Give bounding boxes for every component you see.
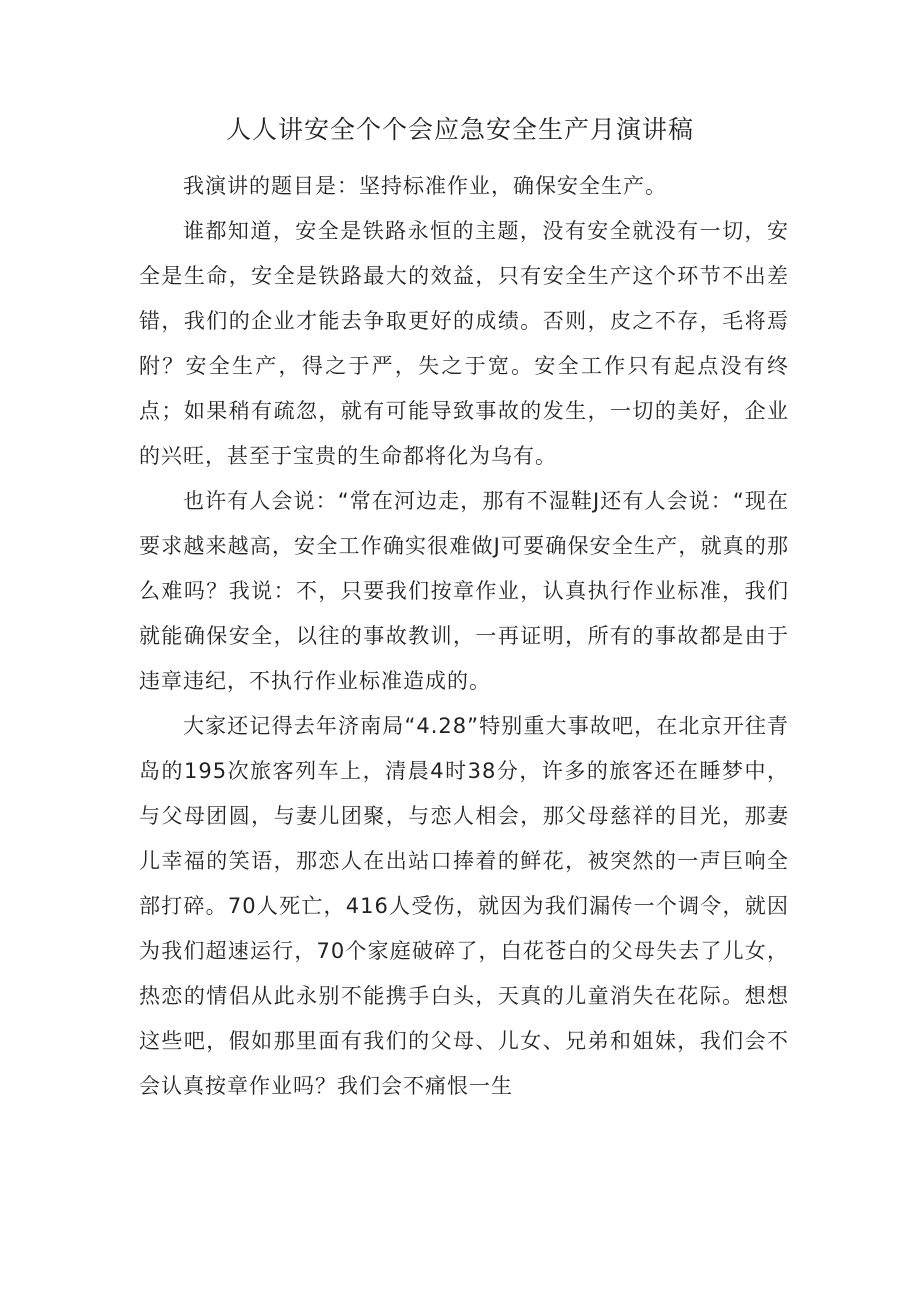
document-title: 人人讲安全个个会应急安全生产月演讲稿	[225, 115, 694, 144]
paragraph-standard-work: 也许有人会说：“常在河边走，那有不湿鞋J还有人会说：“现在要求越来越高，安全工作确实很难做J可要确保安全生产，就真的那么难吗？我说：不，只要我们按章作业，认真执行作业标准，我们就能确保安全，以往的事故教训，一再证明，所有的事故都是由于违章违纪，不执行作业标准造成的。	[139, 489, 789, 693]
paragraph-accident-example: 大家还记得去年济南局“4.28”特别重大事故吧，在北京开往青岛的195次旅客列车上，清晨4时38分，许多的旅客还在睡梦中，与父母团圆，与妻儿团聚，与恋人相会，那父母慈祥的目光，那妻儿幸福的笑语，那恋人在出站口捧着的鲜花，被突然的一声巨响全部打碎。70人死亡，416人受伤，就因为我们漏传一个调令，就因为我们超速运行，70个家庭破碎了，白花苍白的父母失去了儿女，热恋的情侣从此永别不能携手白头，天真的儿童消失在花际。想想这些吧，假如那里面有我们的父母、儿女、兄弟和姐妹，我们会不会认真按章作业吗？我们会不痛恨一生	[139, 714, 789, 1098]
paragraph-safety-importance: 谁都知道，安全是铁路永恒的主题，没有安全就没有一切，安全是生命，安全是铁路最大的效益，只有安全生产这个环节不出差错，我们的企业才能去争取更好的成绩。否则，皮之不存，毛将焉附？安全生产，得之于严，失之于宽。安全工作只有起点没有终点；如果稍有疏忽，就有可能导致事故的发生，一切的美好，企业的兴旺，甚至于宝贵的生命都将化为乌有。	[139, 219, 789, 468]
paragraph-topic: 我演讲的题目是：坚持标准作业，确保安全生产。	[183, 174, 667, 198]
document-body	[139, 164, 789, 1109]
